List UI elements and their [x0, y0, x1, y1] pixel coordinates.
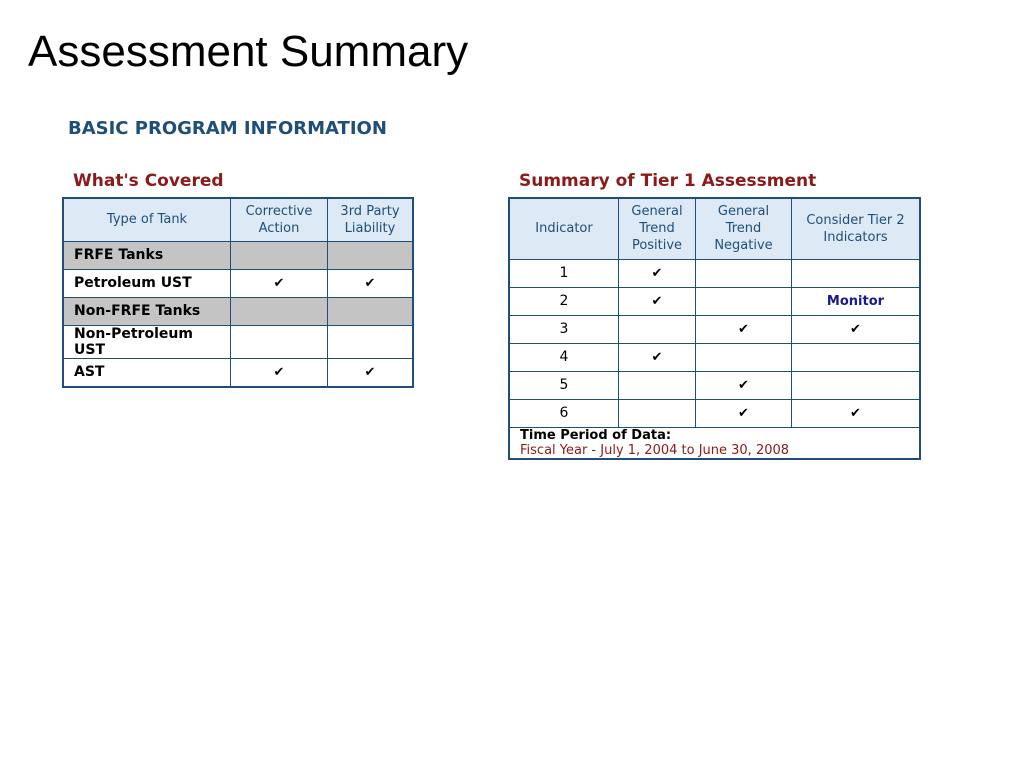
tier1-header-tier2: Consider Tier 2 Indicators [792, 198, 921, 259]
trend-positive-cell: ✔ [619, 287, 696, 315]
corrective-action-cell: ✔ [231, 358, 328, 387]
time-period-cell [509, 427, 920, 459]
trend-positive-cell [619, 371, 696, 399]
indicator-row [509, 371, 920, 399]
coverage-header-liability: 3rd Party Liability [328, 198, 414, 241]
tier1-table [508, 197, 921, 460]
trend-negative-cell [696, 287, 792, 315]
indicator-number: 2 [509, 287, 619, 315]
liability-cell: ✔ [328, 358, 414, 387]
indicator-row [509, 287, 920, 315]
liability-cell [328, 241, 414, 269]
corrective-action-cell [231, 325, 328, 358]
coverage-row [63, 269, 413, 297]
time-period-row [509, 427, 920, 459]
trend-negative-cell: ✔ [696, 399, 792, 427]
tier2-cell: ✔ [792, 315, 921, 343]
tier2-cell [792, 371, 921, 399]
tank-type-label: Petroleum UST [63, 269, 231, 297]
trend-negative-cell [696, 259, 792, 287]
indicator-row [509, 259, 920, 287]
time-period-label: Time Period of Data: [520, 427, 672, 443]
indicator-row [509, 399, 920, 427]
coverage-row [63, 325, 413, 358]
liability-cell: ✔ [328, 269, 414, 297]
coverage-table [62, 197, 414, 388]
coverage-header-type: Type of Tank [63, 198, 231, 241]
coverage-header-corrective: Corrective Action [231, 198, 328, 241]
liability-cell [328, 297, 414, 325]
trend-negative-cell: ✔ [696, 315, 792, 343]
page-title: Assessment Summary [28, 27, 469, 76]
coverage-row [63, 241, 413, 269]
tank-type-label: Non-Petroleum UST [63, 325, 231, 358]
tier2-cell: ✔ [792, 399, 921, 427]
corrective-action-cell [231, 297, 328, 325]
indicator-number: 4 [509, 343, 619, 371]
tier2-cell [792, 259, 921, 287]
coverage-header-row [63, 198, 413, 241]
trend-negative-cell [696, 343, 792, 371]
coverage-title: What's Covered [73, 171, 224, 191]
tier1-header-row [509, 198, 920, 259]
indicator-number: 3 [509, 315, 619, 343]
section-heading: BASIC PROGRAM INFORMATION [68, 118, 387, 139]
tier2-cell: Monitor [792, 287, 921, 315]
tier1-title: Summary of Tier 1 Assessment [519, 171, 817, 191]
tier1-header-indicator: Indicator [509, 198, 619, 259]
tier1-header-negative: General Trend Negative [696, 198, 792, 259]
indicator-number: 1 [509, 259, 619, 287]
coverage-row [63, 297, 413, 325]
time-period-value: Fiscal Year - July 1, 2004 to June 30, 2008 [520, 442, 790, 458]
indicator-row [509, 343, 920, 371]
liability-cell [328, 325, 414, 358]
indicator-row [509, 315, 920, 343]
corrective-action-cell: ✔ [231, 269, 328, 297]
tier1-header-positive: General Trend Positive [619, 198, 696, 259]
tank-type-label: FRFE Tanks [63, 241, 231, 269]
tank-type-label: AST [63, 358, 231, 387]
trend-positive-cell: ✔ [619, 343, 696, 371]
trend-positive-cell [619, 315, 696, 343]
corrective-action-cell [231, 241, 328, 269]
trend-positive-cell: ✔ [619, 259, 696, 287]
trend-positive-cell [619, 399, 696, 427]
tank-type-label: Non-FRFE Tanks [63, 297, 231, 325]
indicator-number: 6 [509, 399, 619, 427]
tier2-cell [792, 343, 921, 371]
indicator-number: 5 [509, 371, 619, 399]
trend-negative-cell: ✔ [696, 371, 792, 399]
coverage-row [63, 358, 413, 387]
